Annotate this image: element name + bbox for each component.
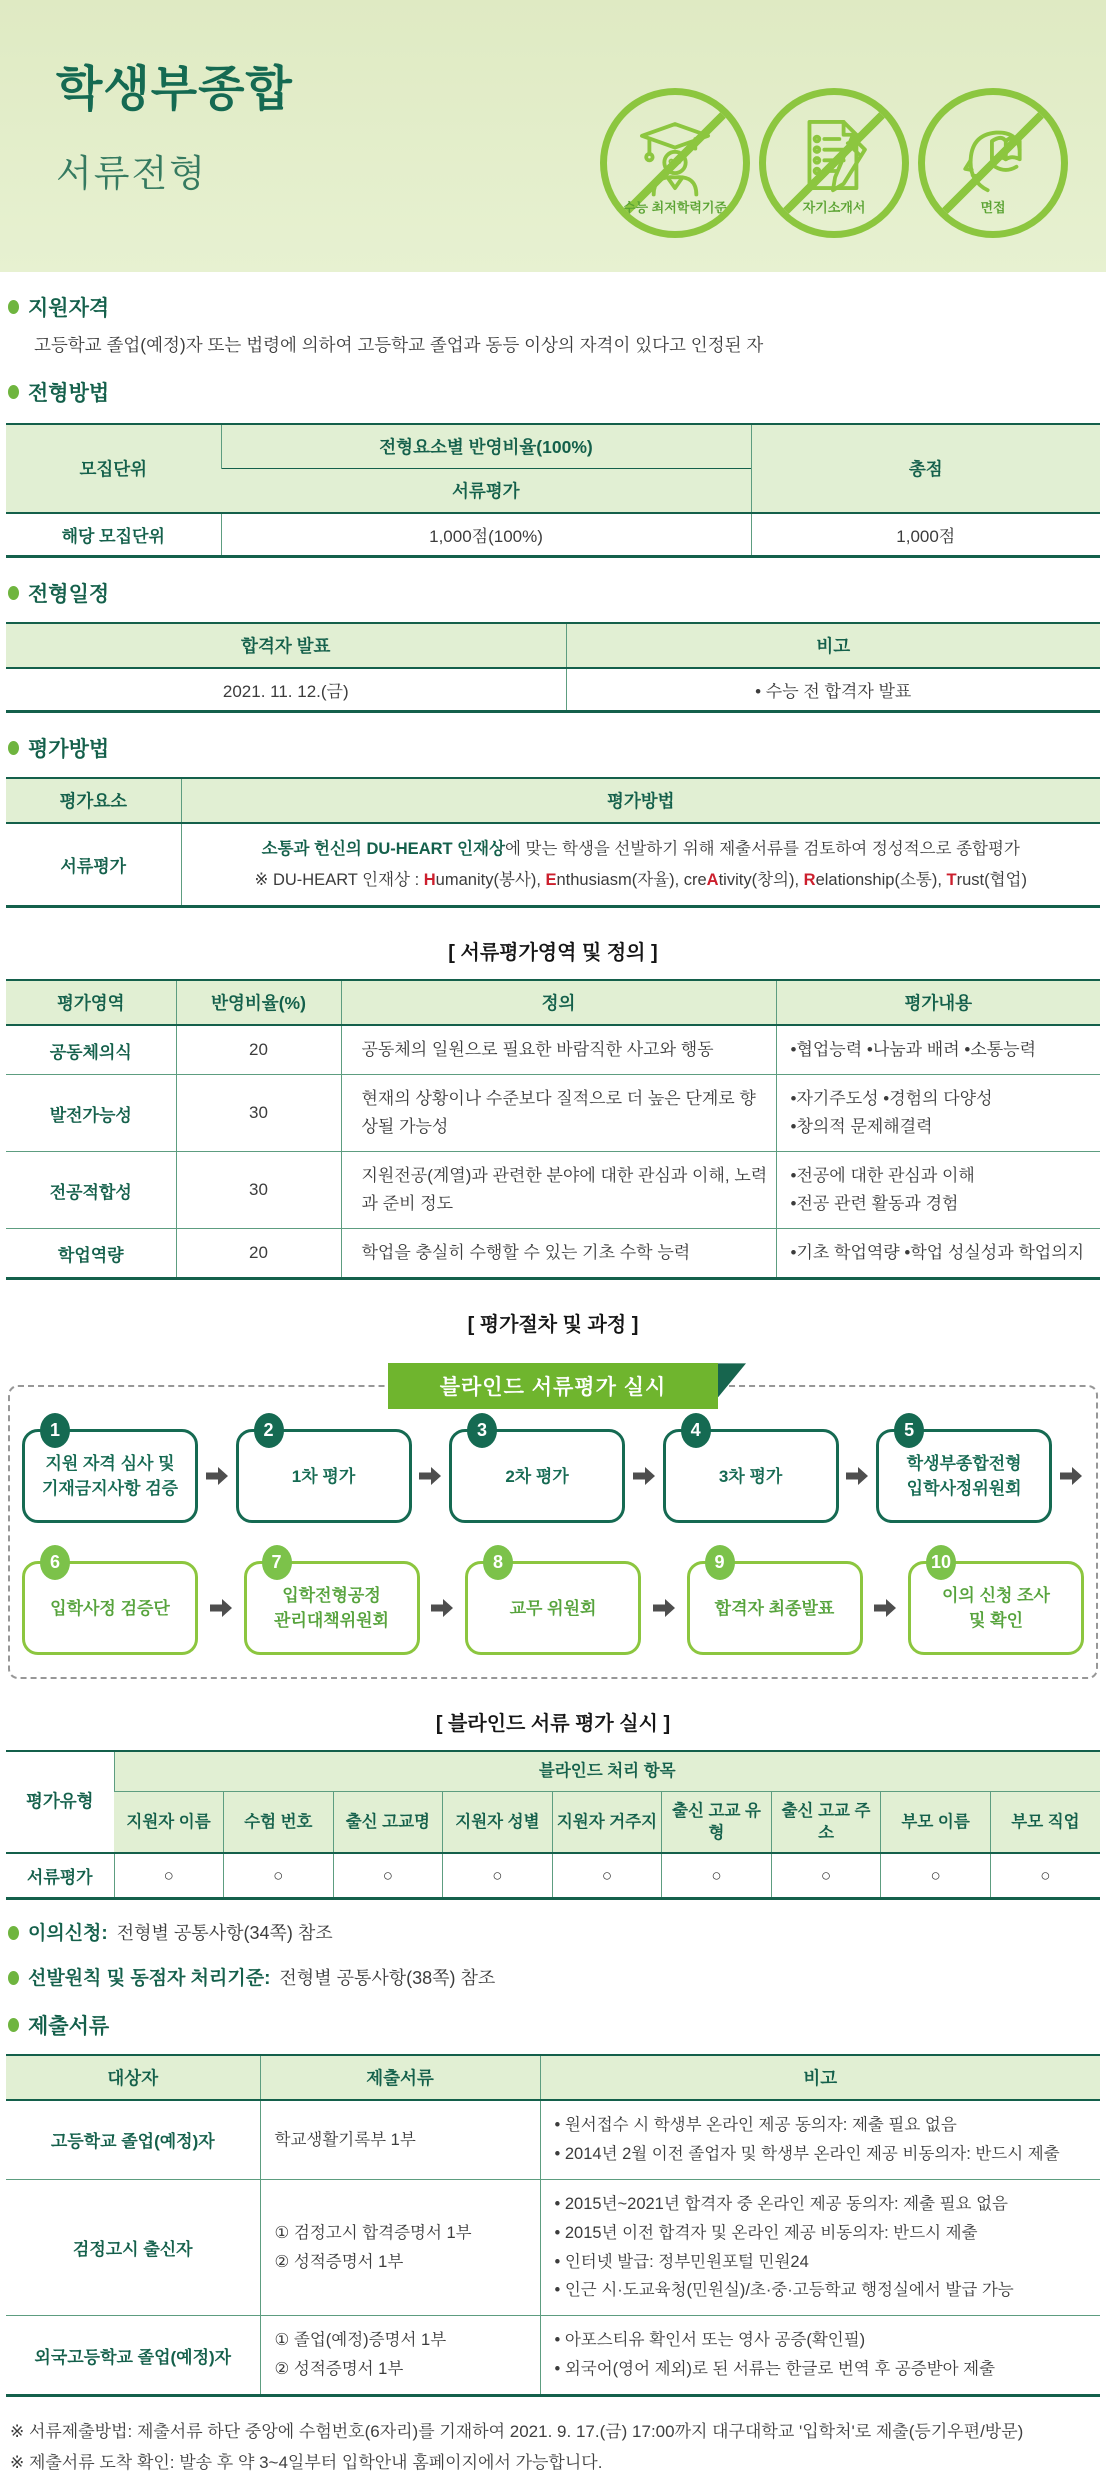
blind-evaluation-banner [388,1363,718,1409]
step-box-2 [236,1420,412,1523]
evaluation-table [6,777,1100,908]
banner-label: 블라인드 서류평가 실시 [439,1376,667,1400]
section-title: 지원자격 [28,297,110,320]
col-header-element: 평가요소 [6,778,181,823]
area-name: 전공적합성 [6,1152,176,1229]
header-titles [56,0,293,272]
content-line: •기초 학업역량 •학업 성실성과 학업의지 [790,1243,1085,1263]
heart-word: nthusiasm(자율), [556,870,684,889]
col-header-doc-eval: 서류평가 [221,469,751,514]
table-row [6,1229,1100,1279]
content-line: •창의적 문제해결력 [790,1117,933,1137]
eval-method-line2 [188,865,1095,896]
area-ratio: 30 [176,1152,341,1229]
arrow-right-icon [1058,1465,1084,1487]
step-number-badge: 4 [681,1413,711,1448]
content-line: •협업능력 •나눔과 배려 •소통능력 [790,1040,1037,1060]
step-box-9 [687,1552,863,1655]
blind-item-header: 지원자 거주지 [552,1791,662,1853]
table-row [6,1025,1100,1075]
area-name: 공동체의식 [6,1025,176,1075]
doc-list [260,2179,540,2316]
step-label: 입학사정 검증단 [50,1598,170,1618]
heart-word: elationship(소통), [815,870,947,889]
col-header-content: 평가내용 [776,980,1100,1025]
table-row [6,1075,1100,1152]
step-number-badge: 2 [254,1413,284,1448]
doc-notes [540,2100,1100,2179]
col-header-note: 비고 [540,2055,1100,2100]
step-box-5 [876,1420,1052,1523]
note-line: • 인터넷 발급: 정부민원포털 민원24 [554,2252,809,2271]
step-label: 2차 평가 [505,1466,569,1486]
blind-item-header: 지원자 성별 [443,1791,553,1853]
table-row [6,2316,1100,2396]
blind-row-label: 서류평가 [6,1853,114,1899]
eval-line1-rest: 에 맞는 학생을 선발하기 위해 제출서류를 검토하여 정성적으로 종합평가 [505,840,1020,858]
page-subtitle: 서류전형 [56,153,207,194]
interview-head-icon [945,107,1041,203]
du-heart-prefix: ※ DU-HEART 인재상 : [254,870,424,889]
section-eligibility [8,292,1098,322]
document-pencil-icon [786,107,882,203]
arrow-right-icon [844,1465,870,1487]
step-label: 학생부종합전형 [906,1453,1022,1473]
heart-word: rust(협업) [956,870,1027,889]
selection-rule-text: 전형별 공통사항(38쪽) 참조 [279,1968,496,1989]
col-header-blind-items: 블라인드 처리 항목 [114,1751,1100,1791]
blind-item-header: 지원자 이름 [114,1791,224,1853]
page-title: 학생부종합 [56,63,293,116]
col-header-unit: 모집단위 [6,424,221,513]
bullet-icon [8,1971,19,1985]
section-title: 전형일정 [28,583,110,606]
step-label: 기재금지사항 검증 [41,1479,179,1499]
step-box-3 [449,1420,625,1523]
eval-method-line1 [188,834,1095,865]
area-content [776,1075,1100,1152]
blind-mark: ○ [771,1853,881,1899]
doc-target: 고등학교 졸업(예정)자 [6,2100,260,2179]
process-flow-box [8,1376,1098,1679]
selection-rule-title: 선발원칙 및 동점자 처리기준: [28,1968,271,1990]
doc-target: 검정고시 출신자 [6,2179,260,2316]
blind-mark: ○ [333,1853,443,1899]
schedule-announce-date: 2021. 11. 12.(금) [6,668,566,712]
col-header-docs: 제출서류 [260,2055,540,2100]
col-header-definition: 정의 [341,980,776,1025]
schedule-table [6,622,1100,713]
footnote-line: ※ 제출서류 도착 확인: 발송 후 약 3~4일부터 입학안내 홈페이지에서 가능합니다. [10,2452,603,2472]
graduate-icon [627,107,723,203]
step-number-badge: 1 [40,1413,70,1448]
step-number-badge: 7 [262,1545,292,1580]
eligibility-text: 고등학교 졸업(예정)자 또는 법령에 의하여 고등학교 졸업과 동등 이상의 자격이 있다고 인정된 자 [34,335,764,355]
area-definition: 지원전공(계열)과 관련한 분야에 대한 관심과 이해, 노력과 준비 정도 [341,1152,776,1229]
area-definition: 공동체의 일원으로 필요한 바람직한 사고와 행동 [341,1025,776,1075]
footnote-line: ※ 서류제출방법: 제출서류 하단 중앙에 수험번호(6자리)를 기재하여 2021. 9. 17.(금) 17:00까지 대구대학교 '입학처'로 제출(등기우편/방문) [10,2422,1024,2442]
step-number-badge: 5 [894,1413,924,1448]
note-line: • 아포스티유 확인서 또는 영사 공증(확인필) [554,2331,866,2350]
content-line: •전공 관련 활동과 경험 [790,1194,959,1214]
eval-row-label: 서류평가 [6,823,181,907]
step-box-6 [22,1552,198,1655]
col-header-ratio: 전형요소별 반영비율(100%) [221,424,751,469]
area-content [776,1152,1100,1229]
method-row-unit: 해당 모집단위 [6,513,221,557]
note-line: • 원서접수 시 학생부 온라인 제공 동의자: 제출 필요 없음 [554,2116,957,2135]
table-row [6,823,1100,907]
process-row-2 [22,1552,1084,1655]
step-box-8 [465,1552,641,1655]
content-line: •전공에 대한 관심과 이해 [790,1166,975,1186]
bullet-icon [8,1926,19,1940]
ribbon-fold-icon [718,1363,746,1397]
arrow-right-icon [417,1465,443,1487]
badge-label: 자기소개서 [802,200,866,215]
area-name: 학업역량 [6,1229,176,1279]
step-label: 및 확인 [969,1611,1023,1631]
doc-line: ② 성적증명서 1부 [274,2360,404,2379]
blind-item-header: 부모 이름 [881,1791,991,1853]
note-line: • 2015년~2021년 합격자 중 온라인 제공 동의자: 제출 필요 없음 [554,2194,1008,2213]
blind-mark: ○ [881,1853,991,1899]
doc-target: 외국고등학교 졸업(예정)자 [6,2316,260,2396]
heart-letter: A [706,870,719,889]
section-title: 평가방법 [28,738,110,761]
doc-list [260,2316,540,2396]
col-header-method: 평가방법 [181,778,1100,823]
col-header-target: 대상자 [6,2055,260,2100]
step-box-10 [908,1552,1084,1655]
doc-line: 학교생활기록부 1부 [274,2130,416,2149]
doc-line: ② 성적증명서 1부 [274,2252,404,2271]
no-csat-minimum-badge [600,88,750,238]
step-number-badge: 9 [705,1545,735,1580]
step-number-badge: 8 [483,1545,513,1580]
note-line: • 외국어(영어 제외)로 된 서류는 한글로 번역 후 공증받아 제출 [554,2360,996,2379]
note-line: • 2014년 2월 이전 졸업자 및 학생부 온라인 제공 비동의자: 반드시 제출 [554,2144,1060,2163]
blind-item-header: 출신 고교 주소 [771,1791,881,1853]
blind-item-header: 부모 직업 [990,1791,1100,1853]
process-row-1 [22,1420,1084,1523]
content-line: •자기주도성 •경험의 다양성 [790,1089,993,1109]
arrow-right-icon [208,1597,234,1619]
step-label: 이의 신청 조사 [942,1585,1050,1605]
no-badges-group [600,88,1068,272]
col-header-ratio: 반영비율(%) [176,980,341,1025]
col-header-eval-type: 평가유형 [6,1751,114,1853]
arrow-right-icon [631,1465,657,1487]
eval-method-text [181,823,1100,907]
footnotes [10,2417,1096,2478]
area-definition: 현재의 상황이나 수준보다 질적으로 더 높은 단계로 향상될 가능성 [341,1075,776,1152]
step-label: 입학전형공정 [282,1585,381,1605]
area-ratio: 20 [176,1025,341,1075]
blind-item-header: 수험 번호 [224,1791,334,1853]
note-line: • 인근 시·도교육청(민원실)/초·중·고등학교 행정실에서 발급 가능 [554,2281,1014,2300]
bullet-icon [8,2018,19,2032]
method-row-doc-score: 1,000점(100%) [221,513,751,557]
area-ratio: 20 [176,1229,341,1279]
areas-caption: [ 서류평가영역 및 정의 ] [448,942,658,965]
bullet-icon [8,300,19,314]
section-documents [8,2010,1098,2040]
process-caption: [ 평가절차 및 과정 ] [467,1314,639,1337]
blind-item-header: 출신 고교 유형 [662,1791,772,1853]
step-label: 입학사정위원회 [906,1479,1022,1499]
table-row [6,668,1100,712]
heart-letter: R [803,870,816,889]
section-evaluation [8,733,1098,763]
doc-list [260,2100,540,2179]
blind-item-header: 출신 고교명 [333,1791,443,1853]
blind-mark: ○ [662,1853,772,1899]
table-row [6,1853,1100,1899]
blind-mark: ○ [443,1853,553,1899]
step-label: 3차 평가 [718,1466,783,1486]
step-box-4 [663,1420,839,1523]
area-content [776,1025,1100,1075]
doc-line: ① 검정고시 합격증명서 1부 [274,2223,472,2242]
col-header-note: 비고 [566,623,1100,668]
step-label: 관리대책위원회 [274,1611,389,1631]
document-body [0,292,1106,2478]
step-label: 지원 자격 심사 및 [45,1453,175,1473]
step-number-badge: 10 [926,1545,956,1580]
page-header [0,0,1106,272]
area-content [776,1229,1100,1279]
blind-mark: ○ [990,1853,1100,1899]
note-line: • 2015년 이전 합격자 및 온라인 제공 비동의자: 반드시 제출 [554,2223,978,2242]
col-header-area: 평가영역 [6,980,176,1025]
blind-caption: [ 블라인드 서류 평가 실시 ] [435,1713,671,1736]
arrow-right-icon [204,1465,230,1487]
bullet-icon [8,385,19,399]
evaluation-areas-table [6,979,1100,1280]
step-box-7 [244,1552,420,1655]
table-row [6,1152,1100,1229]
area-ratio: 30 [176,1075,341,1152]
du-heart-emphasis: 소통과 헌신의 DU-HEART 인재상 [261,840,506,858]
heart-letter: E [545,870,557,889]
blind-mark: ○ [552,1853,662,1899]
arrow-right-icon [872,1597,898,1619]
table-row [6,2179,1100,2316]
col-header-total: 총점 [751,424,1100,513]
badge-label: 수능 최저학력기준 [622,200,728,215]
col-header-announcement: 합격자 발표 [6,623,566,668]
blind-mark: ○ [224,1853,334,1899]
selection-rule-note [8,1963,1098,1990]
section-title: 제출서류 [28,2015,110,2039]
no-interview-badge [918,88,1068,238]
heart-word: umanity(봉사), [435,870,546,889]
section-method [8,377,1098,407]
blind-items-table [6,1750,1100,1900]
doc-notes [540,2316,1100,2396]
area-name: 발전가능성 [6,1075,176,1152]
step-label: 1차 평가 [291,1466,356,1486]
section-title: 전형방법 [28,382,110,405]
arrow-right-icon [651,1597,677,1619]
step-box-1 [22,1420,198,1523]
badge-label: 면접 [980,200,1006,215]
step-label: 교무 위원회 [509,1598,597,1618]
no-personal-statement-badge [759,88,909,238]
step-number-badge: 3 [467,1413,497,1448]
doc-notes [540,2179,1100,2316]
heart-letter: H [423,870,436,889]
appeal-note [8,1918,1098,1945]
schedule-note: • 수능 전 합격자 발표 [566,668,1100,712]
heart-word: tivity(창의), [718,870,804,889]
section-schedule [8,578,1098,608]
arrow-right-icon [429,1597,455,1619]
bullet-icon [8,586,19,600]
doc-line: ① 졸업(예정)증명서 1부 [274,2331,447,2350]
documents-table [6,2054,1100,2397]
step-label: 합격자 최종발표 [714,1598,835,1618]
heart-word: cre [683,870,707,889]
method-row-total-score: 1,000점 [751,513,1100,557]
area-definition: 학업을 충실히 수행할 수 있는 기초 수학 능력 [341,1229,776,1279]
appeal-title: 이의신청: [28,1923,108,1945]
step-number-badge: 6 [40,1545,70,1580]
heart-letter: T [946,870,957,889]
table-row [6,513,1100,557]
appeal-text: 전형별 공통사항(34쪽) 참조 [116,1923,333,1944]
blind-mark: ○ [114,1853,224,1899]
method-table [6,423,1100,558]
bullet-icon [8,741,19,755]
table-row [6,2100,1100,2179]
